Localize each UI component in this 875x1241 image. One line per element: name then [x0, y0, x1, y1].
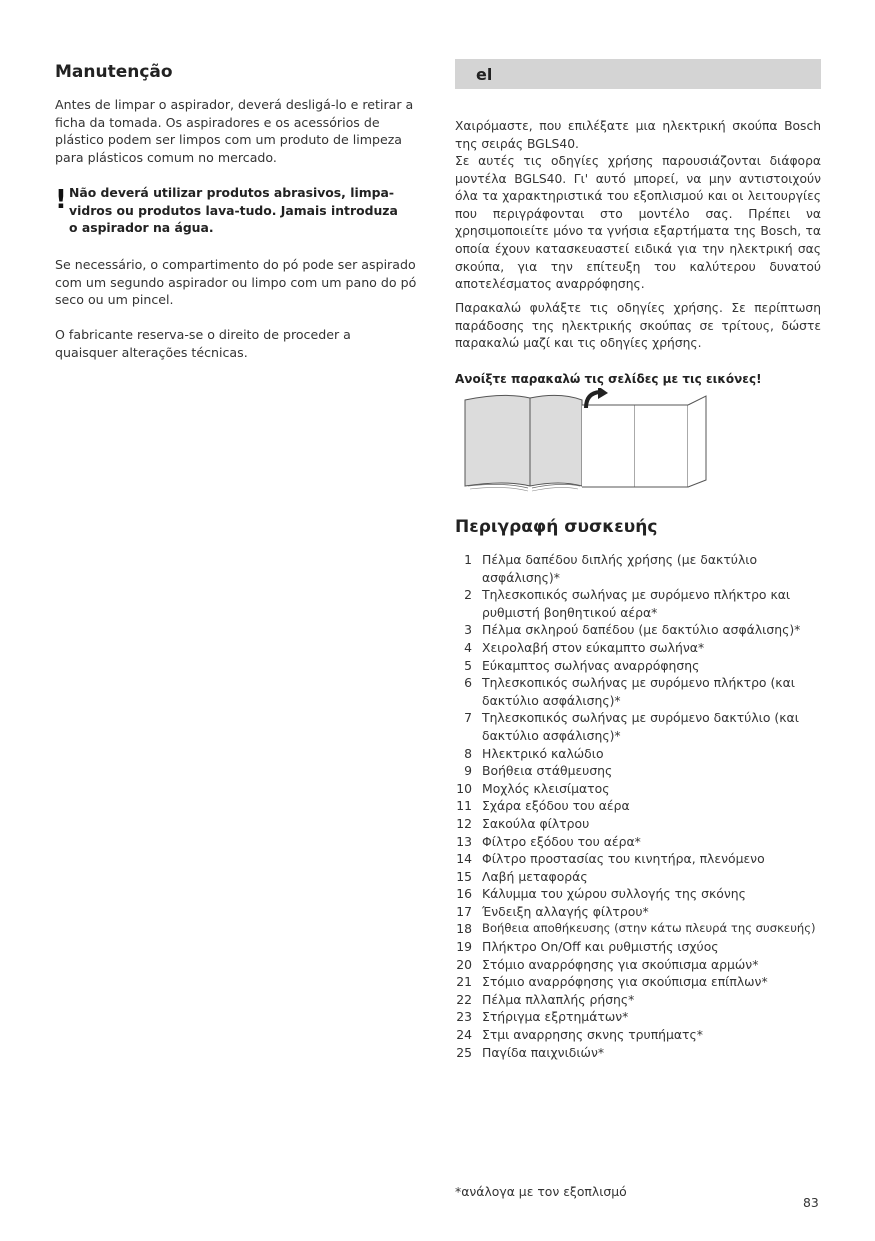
page-number: 83 — [803, 1195, 819, 1210]
manufacturer-note: O fabricante reserva-se o direito de proceder a quaisquer alterações técnicas. — [55, 327, 351, 360]
foldout-pages-illustration — [460, 388, 720, 492]
list-item: 11 Σχάρα εξόδου του αέρα — [456, 798, 630, 814]
intro-paragraph-3: Παρακαλώ φυλάξτε τις οδηγίες χρήσης. Σε περίπτωση παράδοσης της ηλεκτρικής σκούπας σε τρίτους, δώστε παρακαλώ μαζί και τις οδηγίες χρήσης. — [455, 301, 821, 351]
list-item: 5 Εύκαμπτος σωλήνας αναρρόφησης — [464, 657, 700, 673]
list-item: 1 Πέλμα δαπέδου διπλής χρήσης (με δακτύλιο ασφάλισης)* — [464, 552, 758, 585]
list-item: 10 Μοχλός κλεισίματος — [456, 780, 610, 796]
list-item: 17 Ένδειξη αλλαγής φίλτρου* — [456, 903, 649, 919]
open-pages-note: Ανοίξτε παρακαλώ τις σελίδες με τις εικόνες! — [455, 372, 762, 386]
list-item: 25 Παγίδα παιχνιδιών* — [456, 1044, 605, 1060]
intro-paragraph-1: Χαιρόμαστε, που επιλέξατε μια ηλεκτρική σκούπα Bosch της σειράς BGLS40. — [455, 119, 821, 151]
list-item: 3 Πέλμα σκληρού δαπέδου (με δακτύλιο ασφάλισης)* — [464, 622, 801, 638]
list-item: 21 Στόμιο αναρρόφησης για σκούπισμα επίπλων* — [456, 974, 768, 990]
list-item: 9 Βοήθεια στάθμευσης — [464, 763, 613, 779]
device-description-title: Περιγραφή συσκευής — [455, 517, 658, 537]
parts-list — [450, 551, 830, 1061]
language-header-bar — [455, 59, 821, 89]
language-code: el — [476, 65, 493, 84]
list-item: 20 Στόμιο αναρρόφησης για σκούπισμα αρμών* — [456, 956, 759, 972]
intro-paragraph-2: Σε αυτές τις οδηγίες χρήσης παρουσιάζονται διάφορα μοντέλα BGLS40. Γι' αυτό μπορεί, να μην αντιστοιχούν όλα τα χαρακτηριστικά του εξοπλισμού και οι λειτουργίες που περιγράφονται στο μοντέλο σας. Πρέπει να χρησιμοποιείτε μόνο τα γνήσια εξαρτήματα της Bosch, τα οποία έχουν κατασκευαστεί ειδικά για την ηλεκτρική σας σκούπα, για την επίτευξη του καλύτερου δυνατού αποτελέσματος αναρρόφησης. — [455, 154, 821, 292]
list-item: 22 Πέλμα πλλαπλής ρήσης* — [456, 991, 635, 1007]
list-item: 7 Τηλεσκοπικός σωλήνας με συρόμενο δακτύλιο (και δακτύλιο ασφάλισης)* — [464, 710, 799, 743]
equipment-footnote: *ανάλογα με τον εξοπλισμό — [455, 1184, 627, 1199]
list-item: 16 Κάλυμμα του χώρου συλλογής της σκόνης — [456, 886, 746, 902]
list-item: 2 Τηλεσκοπικός σωλήνας με συρόμενο πλήκτρο και ρυθμιστή βοηθητικού αέρα* — [464, 587, 791, 620]
cleaning-paragraph: Antes de limpar o aspirador, deverá desligá-lo e retirar a ficha da tomada. Os aspiradores e os acessórios de plástico podem ser limpos com um produto de limpeza para plásticos comum no mercado. — [55, 97, 414, 165]
foldout-panels — [582, 396, 706, 487]
list-item: 23 Στήριγμα εξρτημάτων* — [456, 1009, 629, 1025]
list-item: 24 Στμι αναρρησης σκνης τρυπήματς* — [456, 1027, 703, 1043]
list-item: 18 Βοήθεια αποθήκευσης (στην κάτω πλευρά της συσκευής) — [456, 921, 816, 937]
list-item: 12 Σακούλα φίλτρου — [456, 815, 590, 831]
warning-text: Não deverá utilizar produtos abrasivos, limpa-vidros ou produtos lava-tudo. Jamais introduza o aspirador na água. — [69, 185, 398, 235]
page-title: Manutenção — [55, 62, 173, 82]
open-book-icon — [465, 395, 582, 491]
list-item: 13 Φίλτρο εξόδου του αέρα* — [456, 833, 641, 849]
list-item: 14 Φίλτρο προστασίας του κινητήρα, πλενόμενο — [456, 851, 765, 867]
list-item: 4 Χειρολαβή στον εύκαμπτο σωλήνα* — [464, 639, 705, 655]
list-item: 15 Λαβή μεταφοράς — [456, 868, 588, 884]
warning-icon: ! — [55, 185, 67, 215]
dust-compartment-paragraph: Se necessário, o compartimento do pó pode ser aspirado com um segundo aspirador ou limpo com um pano do pó seco ou um pincel. — [55, 257, 417, 308]
list-item: 19 Πλήκτρο On/Off και ρυθμιστής ισχύος — [456, 939, 719, 955]
list-item: 6 Τηλεσκοπικός σωλήνας με συρόμενο πλήκτρο (και δακτύλιο ασφάλισης)* — [464, 675, 795, 708]
list-item: 8 Ηλεκτρικό καλώδιο — [464, 745, 604, 761]
